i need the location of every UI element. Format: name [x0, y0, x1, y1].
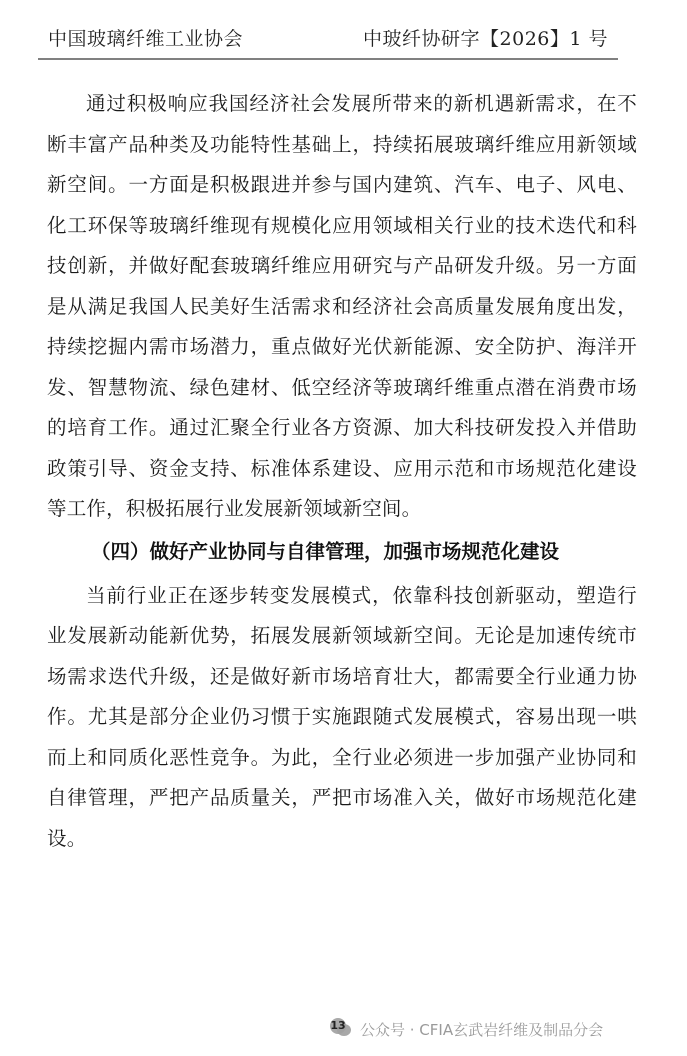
document-body [47, 84, 637, 859]
organization-name: 中国玻璃纤维工业协会 [48, 28, 244, 50]
footer-watermark [330, 1016, 603, 1042]
header-divider [38, 58, 618, 60]
document-number: 中玻纤协研字【2026】1 号 [363, 28, 608, 50]
wechat-icon [330, 1018, 352, 1040]
paragraph-2: 当前行业正在逐步转变发展模式，依靠科技创新驱动，塑造行业发展新动能新优势，拓展发展新领域新空间。无论是加速传统市场需求迭代升级，还是做好新市场培育壮大，都需要全行业通力协作。尤其是部分企业仍习惯于实施跟随式发展模式，容易出现一哄而上和同质化恶性竞争。为此，全行业必须进一步加强产业协同和自律管理，严把产品质量关，严把市场准入关，做好市场规范化建设。 [47, 583, 637, 850]
section-heading: （四）做好产业协同与自律管理，加强市场规范化建设 [91, 539, 560, 563]
page-number: 13 [330, 1019, 346, 1032]
paragraph-1: 通过积极响应我国经济社会发展所带来的新机遇新需求，在不断丰富产品种类及功能特性基础上，持续拓展玻璃纤维应用新领域新空间。一方面是积极跟进并参与国内建筑、汽车、电子、风电、化工环保等玻璃纤维现有规模化应用领域相关行业的技术迭代和科技创新，并做好配套玻璃纤维应用研究与产品研发升级。另一方面是从满足我国人民美好生活需求和经济社会高质量发展角度出发，持续挖掘内需市场潜力，重点做好光伏新能源、安全防护、海洋开发、智慧物流、绿色建材、低空经济等玻璃纤维重点潜在消费市场的培育工作。通过汇聚全行业各方资源、加大科技研发投入并借助政策引导、资金支持、标准体系建设、应用示范和市场规范化建设等工作，积极拓展行业发展新领域新空间。 [47, 92, 637, 520]
watermark-text: 公众号 · CFIA玄武岩纤维及制品分会 [360, 1020, 604, 1039]
page-header [38, 20, 618, 58]
